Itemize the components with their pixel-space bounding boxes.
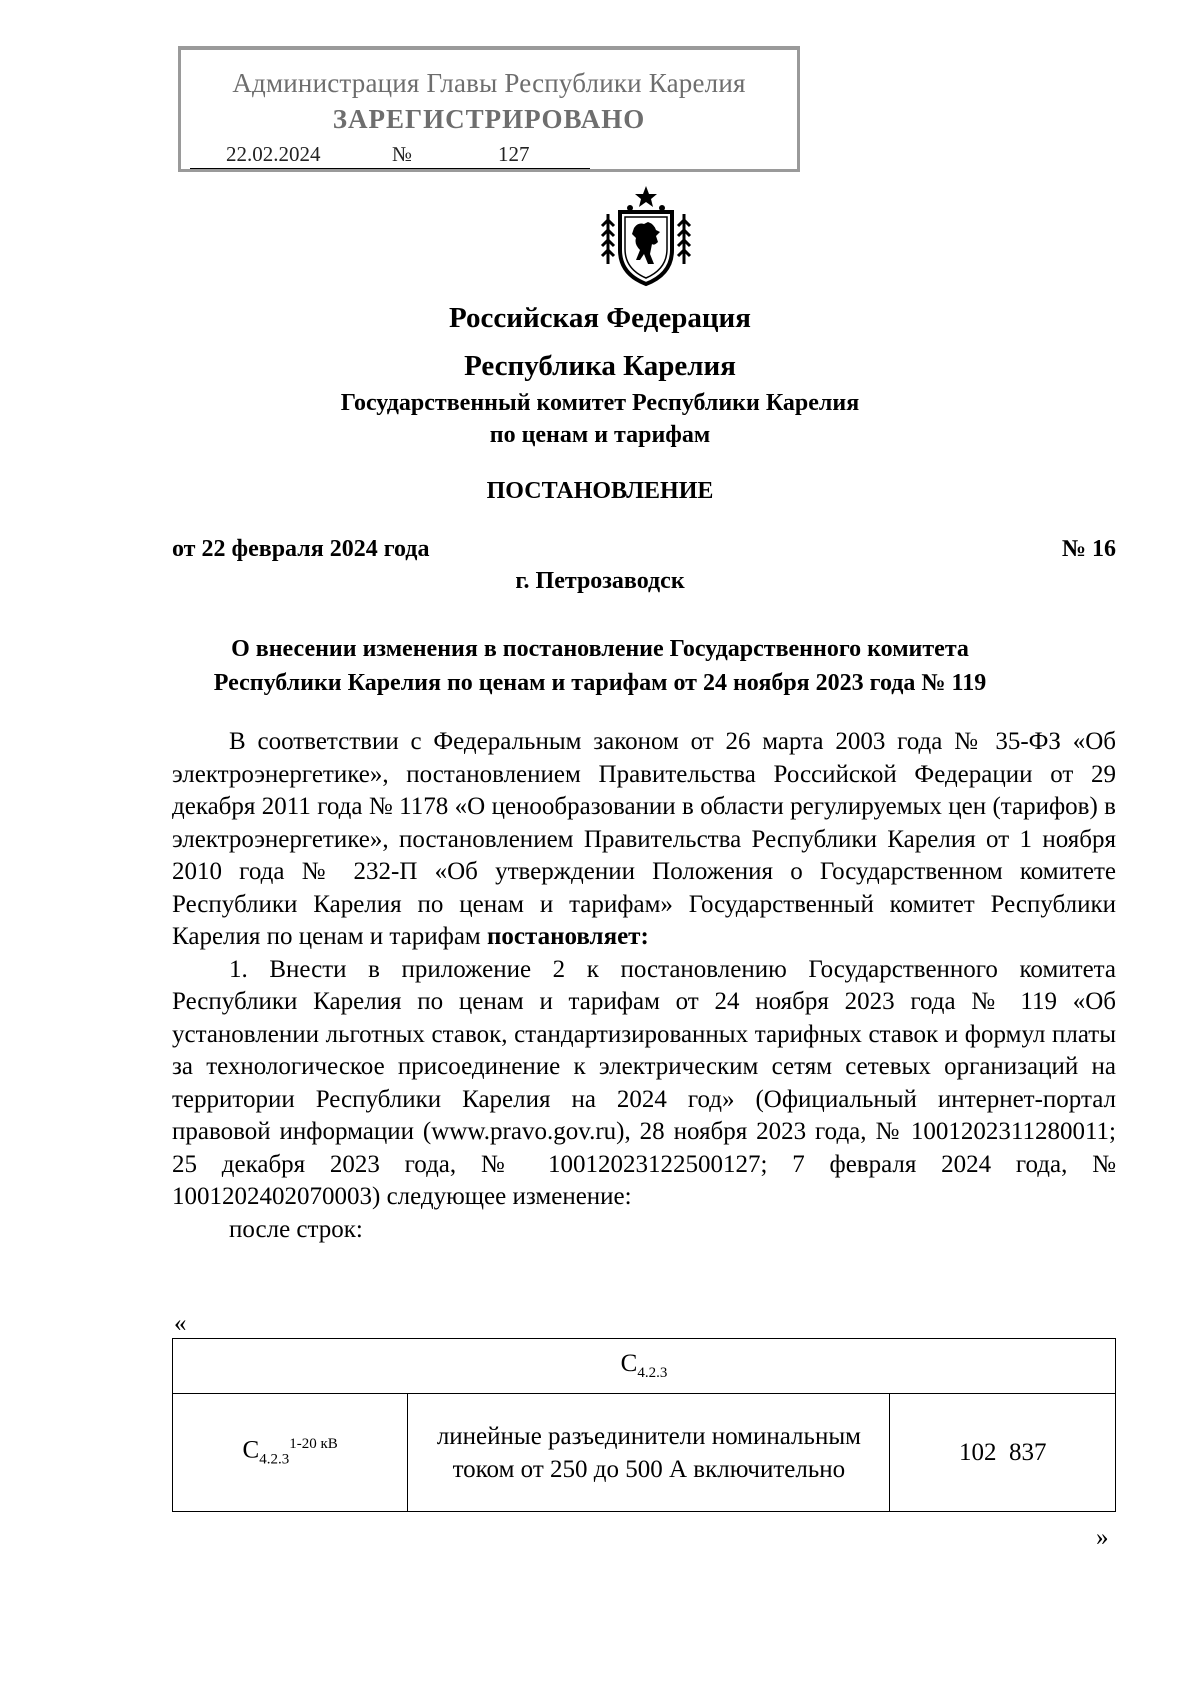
resolves-keyword: постановляет: [487, 923, 649, 950]
country-title: Российская Федерация [449, 302, 751, 334]
opening-quote: « [174, 1310, 187, 1337]
tariff-table [172, 1338, 1116, 1512]
tariff-value-cell: 102 837 [890, 1394, 1116, 1512]
table-row [173, 1394, 1116, 1512]
table-row [173, 1339, 1116, 1394]
tariff-description-cell: линейные разъединители номинальным током от 250 до 500 А включительно [408, 1394, 890, 1512]
stamp-number: 127 [498, 142, 530, 166]
document-body [172, 726, 1116, 1246]
document-city: г. Петрозаводск [515, 568, 685, 594]
committee-line-1: Государственный комитет Республики Карелия [340, 390, 860, 416]
preamble-paragraph [172, 726, 1116, 954]
stamp-date: 22.02.2024 [226, 142, 321, 166]
preamble-text: В соответствии с Федеральным законом от 26 марта 2003 года № 35-ФЗ «Об электроэнергетике», постановлением Правительства Российской Федерации от 29 декабря 2011 года № 1178 «О ценообразовании в области регулируемых цен (тарифов) в электроэнергетике», постановлением Правительства Республики Карелия от 1 ноября 2010 года № 232-П «Об утверждении Положения о Государственном комитете Республики Карелия по ценам и тарифам» Государственный комитет Республики Карелия по ценам и тарифам [172, 728, 1116, 950]
document-date: от 22 февраля 2024 года [172, 536, 430, 562]
document-number: № 16 [1061, 536, 1116, 562]
committee-line-2: по ценам и тарифам [489, 422, 711, 448]
after-lines-paragraph: после строк: [229, 1215, 363, 1243]
karelia-coat-of-arms-icon [600, 184, 692, 288]
stamp-registration-line [190, 142, 590, 169]
stamp-authority: Администрация Главы Республики Карелия [232, 68, 746, 98]
document-type: ПОСТАНОВЛЕНИЕ [486, 478, 714, 504]
table-section-header: $С_{4.2.3}$ [173, 1339, 1116, 1394]
stamp-status: ЗАРЕГИСТРИРОВАНО [332, 104, 646, 134]
closing-quote: » [1096, 1524, 1109, 1551]
clause-1-paragraph: 1. Внести в приложение 2 к постановлению Государственного комитета Республики Карелия по ценам и тарифам от 24 ноября 2023 года № 119 «Об установлении льготных ставок, стандартизированных тарифных ставок и формул платы за технологическое присоединение к электрическим сетям сетевых организаций на территории Республики Карелия на 2024 год» (Официальный интернет-портал правовой информации (www.pravo.gov.ru), 28 ноября 2023 года, № 1001202311280011; 25 декабря 2023 года, № 10012023122500127; 7 февраля 2024 года, № 1001202402070003) следующее изменение: [172, 955, 1116, 1210]
stamp-number-label: № [392, 142, 413, 166]
republic-title: Республика Карелия [464, 350, 736, 382]
tariff-code-cell: $С_{4.2.3}^{1-20 кВ}$ [173, 1394, 408, 1512]
title-line-2: Республики Карелия по ценам и тарифам от 24 ноября 2023 года № 119 [213, 670, 987, 696]
title-line-1: О внесении изменения в постановление Государственного комитета [231, 636, 969, 662]
document-title [150, 632, 1050, 700]
